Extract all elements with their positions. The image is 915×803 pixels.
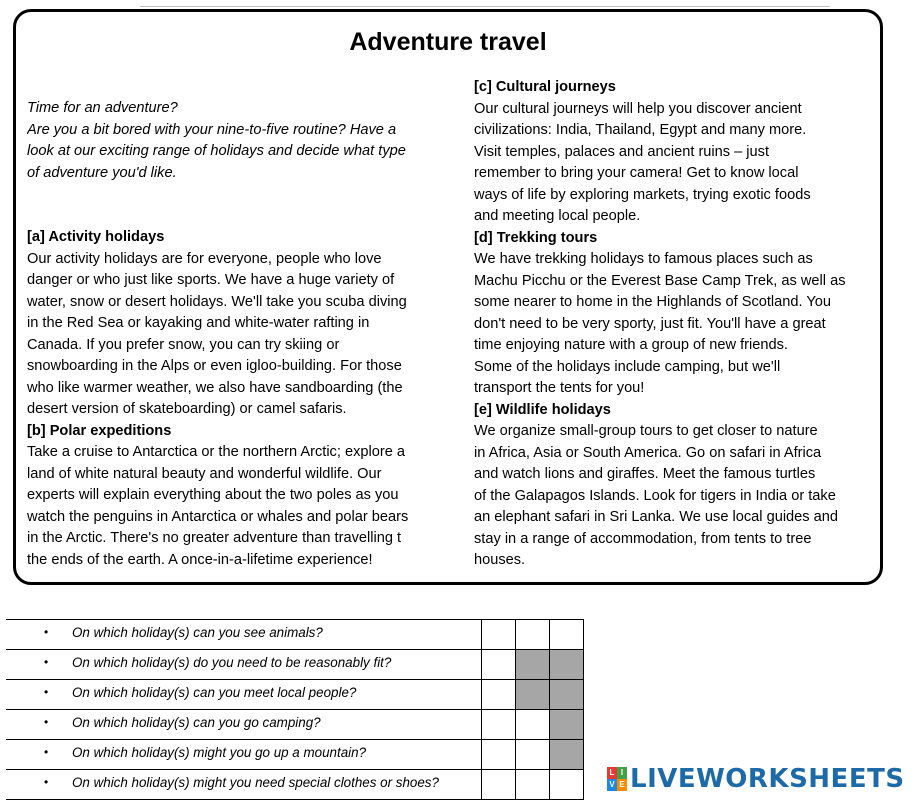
body-line: We have trekking holidays to famous places such as (474, 251, 813, 267)
answer-box-disabled (549, 740, 583, 770)
body-line: ways of life by exploring markets, trying exotic foods (474, 186, 811, 203)
section-heading: [c] Cultural journeys (474, 79, 616, 95)
answer-box[interactable] (515, 620, 549, 650)
body-line: watch the penguins in Antarctica or whales and polar bears (27, 508, 409, 525)
answer-box-disabled (515, 680, 549, 710)
bullet-icon: • (44, 655, 49, 669)
section-body (474, 99, 874, 228)
question-row (6, 650, 583, 680)
question-text: On which holiday(s) might you go up a mountain? (72, 745, 367, 760)
question-text: On which holiday(s) might you need special clothes or shoes? (72, 775, 439, 790)
body-line: Machu Picchu or the Everest Base Camp Trek, as well as (474, 272, 846, 289)
body-line: danger or who just like sports. We have a huge variety of (27, 272, 395, 288)
answer-box[interactable] (549, 770, 583, 800)
question-cell (6, 710, 481, 740)
intro-line: look at our exciting range of holidays and decide what type (27, 143, 406, 159)
logo-text: LIVEWORKSHEETS (630, 764, 905, 794)
body-line: snowboarding in the Alps or even igloo-building. For those (27, 358, 402, 374)
body-line: in the Red Sea or kayaking and white-water rafting in (27, 315, 370, 331)
page-title: Adventure travel (349, 28, 547, 56)
question-cell (6, 770, 481, 800)
answer-box-disabled (549, 650, 583, 680)
body-line: of the Galapagos Islands. Look for tigers in India or take (474, 487, 836, 504)
bullet-icon: • (44, 775, 49, 789)
body-line: desert version of skateboarding) or camel safaris. (27, 401, 347, 417)
bullet-icon: • (44, 625, 49, 639)
body-line: Our activity holidays are for everyone, people who love (27, 250, 382, 267)
right-column (474, 77, 874, 572)
section-body (474, 421, 874, 572)
question-row (6, 680, 583, 710)
answer-box-disabled (515, 650, 549, 680)
body-line: We organize small-group tours to get closer to nature (474, 423, 818, 439)
body-line: in Africa, Asia or South America. Go on safari in Africa (474, 444, 822, 461)
body-line: stay in a range of accommodation, from tents to tree (474, 530, 812, 547)
questions-table (6, 619, 584, 800)
logo-badge-letter: I (617, 767, 627, 779)
answer-box[interactable] (515, 740, 549, 770)
body-line: in the Arctic. There's no greater adventure than travelling t (27, 530, 402, 546)
body-line: remember to bring your camera! Get to know local (474, 165, 799, 181)
bullet-icon: • (44, 715, 49, 729)
answer-box[interactable] (481, 620, 515, 650)
question-cell (6, 650, 481, 680)
body-line: experts will explain everything about the two poles as you (27, 487, 399, 503)
body-line: Visit temples, palaces and ancient ruins – just (474, 143, 770, 160)
logo-badge-icon (607, 767, 627, 791)
section-cultural-journeys (474, 77, 874, 228)
section-polar-expeditions (27, 421, 447, 572)
section-heading: [a] Activity holidays (27, 229, 165, 245)
liveworksheets-logo (607, 765, 905, 793)
body-line: who like warmer weather, we also have sandboarding (the (27, 379, 403, 396)
question-cell (6, 620, 481, 650)
section-heading: [b] Polar expeditions (27, 422, 172, 439)
body-line: the ends of the earth. A once-in-a-lifetime experience! (27, 551, 373, 568)
section-body (474, 249, 874, 400)
section-trekking-tours (474, 228, 874, 400)
intro-line: of adventure you'd like. (27, 164, 177, 181)
section-heading: [d] Trekking tours (474, 229, 598, 246)
body-line: houses. (474, 552, 526, 568)
body-line: time enjoying nature with a group of new friends. (474, 337, 788, 353)
body-line: Our cultural journeys will help you discover ancient (474, 100, 802, 117)
question-row (6, 740, 583, 770)
body-line: Some of the holidays include camping, but we'll (474, 358, 781, 375)
reading-card (13, 9, 883, 585)
body-line: some nearer to home in the Highlands of Scotland. You (474, 294, 831, 310)
body-line: transport the tents for you! (474, 380, 645, 396)
body-line: and watch lions and giraffes. Meet the famous turtles (474, 466, 816, 482)
answer-box[interactable] (481, 680, 515, 710)
answer-box[interactable] (549, 620, 583, 650)
question-text: On which holiday(s) do you need to be reasonably fit? (72, 655, 392, 670)
question-cell (6, 680, 481, 710)
question-row (6, 620, 583, 650)
top-rule (140, 6, 830, 7)
question-text: On which holiday(s) can you see animals? (72, 625, 323, 640)
logo-badge-letter: E (617, 779, 627, 791)
question-text: On which holiday(s) can you go camping? (72, 715, 321, 730)
body-line: Canada. If you prefer snow, you can try skiing or (27, 336, 340, 353)
left-column (27, 98, 447, 571)
question-cell (6, 740, 481, 770)
body-line: don't need to be very sporty, just fit. You'll have a great (474, 315, 826, 332)
bullet-icon: • (44, 685, 49, 699)
question-text: On which holiday(s) can you meet local people? (72, 685, 357, 700)
body-line: Take a cruise to Antarctica or the northern Arctic; explore a (27, 444, 406, 460)
intro-line: Are you a bit bored with your nine-to-five routine? Have a (27, 121, 397, 138)
question-row (6, 710, 583, 740)
body-line: and meeting local people. (474, 208, 641, 224)
bullet-icon: • (44, 745, 49, 759)
intro-line: Time for an adventure? (27, 100, 178, 116)
section-heading: [e] Wildlife holidays (474, 401, 611, 418)
question-row (6, 770, 583, 800)
answer-box[interactable] (481, 710, 515, 740)
answer-box[interactable] (515, 770, 549, 800)
logo-badge-letter: V (607, 779, 617, 791)
section-body (27, 442, 447, 571)
body-line: an elephant safari in Sri Lanka. We use local guides and (474, 509, 838, 525)
answer-box-disabled (549, 710, 583, 740)
answer-box[interactable] (515, 710, 549, 740)
answer-box[interactable] (481, 770, 515, 800)
answer-box[interactable] (481, 650, 515, 680)
section-wildlife-holidays (474, 400, 874, 572)
logo-badge-letter: L (607, 767, 617, 779)
body-line: civilizations: India, Thailand, Egypt and many more. (474, 122, 807, 138)
answer-box[interactable] (481, 740, 515, 770)
section-activity-holidays (27, 227, 447, 421)
intro-text (27, 98, 447, 184)
answer-box-disabled (549, 680, 583, 710)
body-line: water, snow or desert holidays. We'll take you scuba diving (27, 293, 407, 310)
body-line: land of white natural beauty and wonderful wildlife. Our (27, 465, 382, 482)
section-body (27, 249, 447, 421)
